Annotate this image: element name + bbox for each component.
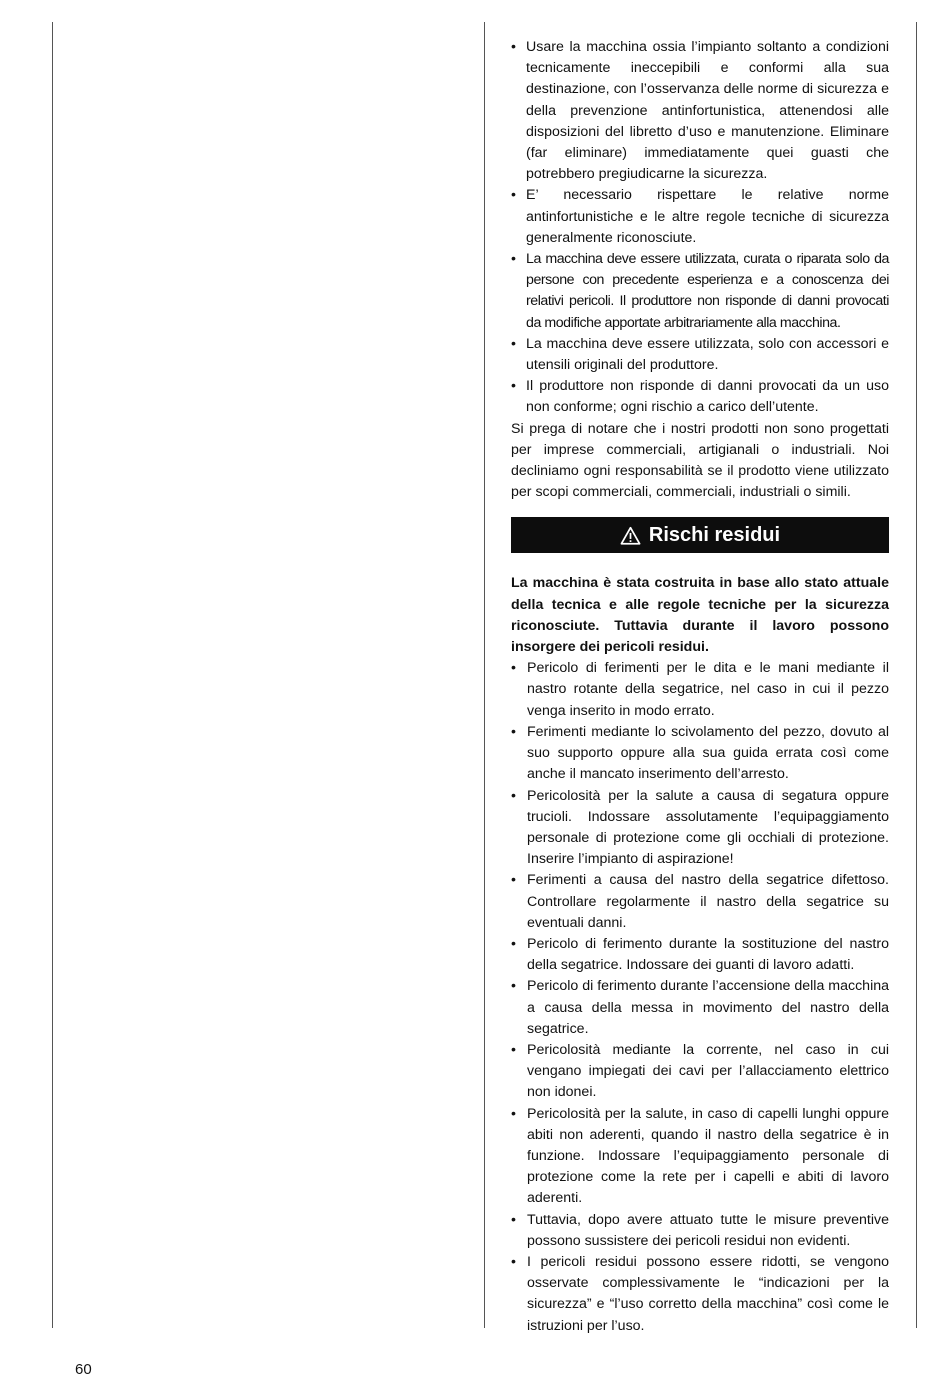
list-item: • Pericolo di ferimenti per le dita e le mani mediante il nastro rotante della segatrice, nel caso in cui il pezzo venga inserito in modo errato. bbox=[511, 658, 889, 722]
commercial-use-note: Si prega di notare che i nostri prodotti non sono progettati per imprese commerciali, artigianali o industriali. Noi decliniamo ogni responsabilità se il prodotto viene utilizzato per scopi commerciali, commerciali, industriali o simili. bbox=[511, 420, 889, 501]
list-item: • Pericolosità per la salute, in caso di capelli lunghi oppure abiti non aderenti, quando il nastro della segatrice è in funzione. Indossare l’equipaggiamento personale di protezione come la rete per i capelli e abiti di lavoro aderenti. bbox=[511, 1104, 889, 1210]
list-item: • E’ necessario rispettare le relative norme antinfortunistiche e le altre regole tecniche di sicurezza generalmente riconosciute. bbox=[511, 185, 889, 249]
list-item: • Il produttore non risponde di danni provocati da un uso non conforme; ogni rischio a carico dell’utente. bbox=[511, 376, 889, 418]
list-item: • Usare la macchina ossia l’impianto soltanto a condizioni tecnicamente ineccepibili e conformi alla sua destinazione, con l’osservanza delle norme di sicurezza e della prevenzione antinfortunistica, attenendosi alle disposizioni del libretto d’uso e manutenzione. Eliminare (far eliminare) immediatamente quei guasti che potrebbero pregiudicarne la sicurezza. bbox=[511, 37, 889, 185]
warning-triangle-icon bbox=[620, 526, 641, 545]
page-number: 60 bbox=[75, 1361, 92, 1378]
list-item: • Pericolosità per la salute a causa di segatura oppure trucioli. Indossare assolutamente l’equipaggiamento personale di protezione come gli occhiali di protezione. Inserire l’impianto di aspirazione! bbox=[511, 786, 889, 871]
safety-rules-list bbox=[511, 37, 889, 419]
list-item: • Ferimenti a causa del nastro della segatrice difettoso. Controllare regolarmente il nastro della segatrice su eventuali danni. bbox=[511, 870, 889, 934]
section-title: Rischi residui bbox=[648, 523, 781, 546]
list-item: • La macchina deve essere utilizzata, solo con accessori e utensili originali del produttore. bbox=[511, 334, 889, 376]
list-item: • Tuttavia, dopo avere attuato tutte le misure preventive possono sussistere dei pericoli residui non evidenti. bbox=[511, 1210, 889, 1252]
column-divider-rule bbox=[484, 22, 485, 1328]
right-margin-rule bbox=[916, 22, 917, 1328]
residual-risks-list bbox=[511, 658, 889, 1337]
list-item: • Pericolo di ferimento durante la sostituzione del nastro della segatrice. Indossare dei guanti di lavoro adatti. bbox=[511, 934, 889, 976]
list-item: • Pericolosità mediante la corrente, nel caso in cui vengano impiegati dei cavi per l’allacciamento elettrico non idonei. bbox=[511, 1040, 889, 1104]
list-item: • Pericolo di ferimento durante l’accensione della macchina a causa della messa in movimento del nastro della segatrice. bbox=[511, 976, 889, 1040]
left-margin-rule bbox=[52, 22, 53, 1328]
list-item: • Ferimenti mediante lo scivolamento del pezzo, dovuto al suo supporto oppure alla sua guida errata così come anche il mancato inserimento dell’arresto. bbox=[511, 722, 889, 786]
section-header-residual-risks bbox=[511, 517, 889, 553]
section-intro: La macchina è stata costruita in base allo stato attuale della tecnica e alle regole tecniche per la sicurezza riconosciute. Tuttavia durante il lavoro possono insorgere dei pericoli residui. bbox=[511, 575, 889, 656]
list-item: • I pericoli residui possono essere ridotti, se vengono osservate complessivamente le “indicazioni per la sicurezza” e “l’uso corretto della macchina” così come le istruzioni per l’uso. bbox=[511, 1252, 889, 1337]
right-text-column bbox=[511, 37, 889, 1337]
list-item: • La macchina deve essere utilizzata, curata o riparata solo da persone con precedente esperienza e a conoscenza dei relativi pericoli. Il produttore non risponde di danni provocati da modifiche apportate arbitrariamente alla macchina. bbox=[511, 249, 889, 334]
